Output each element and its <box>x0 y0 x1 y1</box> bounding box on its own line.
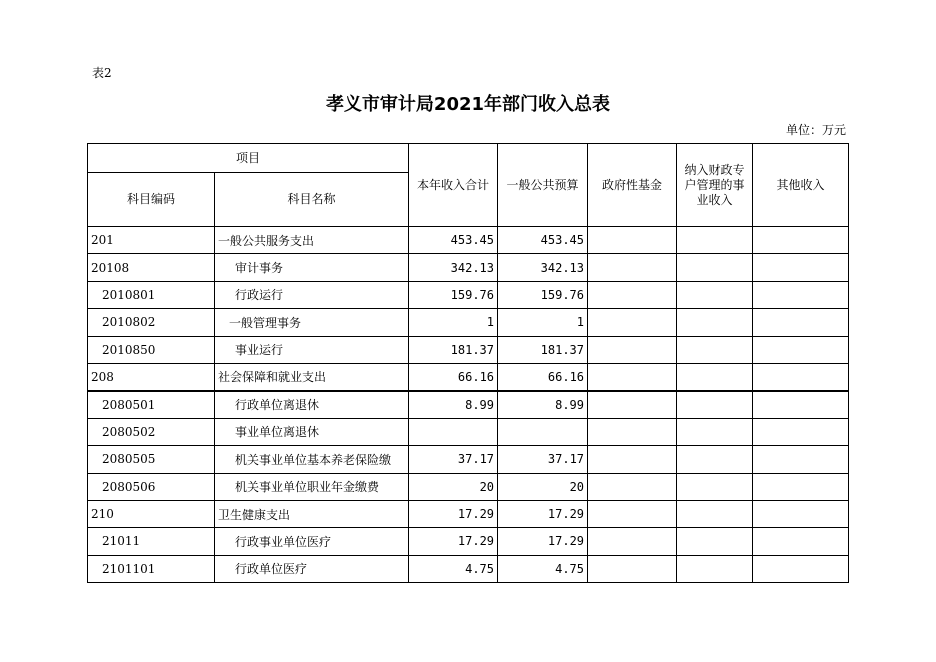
table-row <box>88 528 849 555</box>
row-gov <box>588 227 677 254</box>
row-general: 20 <box>498 473 588 500</box>
table-row <box>88 227 849 254</box>
table-row <box>88 500 849 527</box>
header-item: 项目 <box>88 144 409 173</box>
row-total: 17.29 <box>409 500 498 527</box>
row-total: 453.45 <box>409 227 498 254</box>
header-total: 本年收入合计 <box>409 144 498 227</box>
row-special <box>677 281 753 308</box>
header-special-account: 纳入财政专户管理的事业收入 <box>677 144 753 227</box>
row-code: 2010801 <box>88 281 215 308</box>
row-total: 37.17 <box>409 446 498 473</box>
row-special <box>677 254 753 281</box>
table-row <box>88 254 849 281</box>
row-code: 2080502 <box>88 418 215 445</box>
row-special <box>677 500 753 527</box>
row-general: 17.29 <box>498 500 588 527</box>
row-name: 社会保障和就业支出 <box>215 363 409 390</box>
row-gov <box>588 418 677 445</box>
row-gov <box>588 500 677 527</box>
row-code: 2101101 <box>88 555 215 582</box>
income-table <box>87 143 849 583</box>
table-row <box>88 363 849 390</box>
header-code: 科目编码 <box>88 173 215 227</box>
row-general: 66.16 <box>498 363 588 390</box>
row-special <box>677 528 753 555</box>
row-name: 机关事业单位职业年金缴费 <box>215 473 409 500</box>
row-total: 20 <box>409 473 498 500</box>
row-special <box>677 227 753 254</box>
header-other: 其他收入 <box>753 144 849 227</box>
row-gov <box>588 254 677 281</box>
row-special <box>677 473 753 500</box>
row-name: 一般管理事务 <box>215 309 409 336</box>
row-general <box>498 418 588 445</box>
row-gov <box>588 281 677 308</box>
row-code: 2080501 <box>88 391 215 418</box>
row-total: 66.16 <box>409 363 498 390</box>
row-code: 201 <box>88 227 215 254</box>
row-name: 行政单位医疗 <box>215 555 409 582</box>
row-special <box>677 446 753 473</box>
header-name: 科目名称 <box>215 173 409 227</box>
row-code: 2010850 <box>88 336 215 363</box>
row-name: 审计事务 <box>215 254 409 281</box>
row-name: 行政单位离退休 <box>215 391 409 418</box>
table-row <box>88 446 849 473</box>
row-other <box>753 446 849 473</box>
row-general: 181.37 <box>498 336 588 363</box>
row-code: 21011 <box>88 528 215 555</box>
row-general: 159.76 <box>498 281 588 308</box>
row-code: 2080506 <box>88 473 215 500</box>
row-code: 20108 <box>88 254 215 281</box>
row-name: 事业运行 <box>215 336 409 363</box>
page-title: 孝义市审计局2021年部门收入总表 <box>325 94 611 115</box>
row-general: 453.45 <box>498 227 588 254</box>
row-general: 4.75 <box>498 555 588 582</box>
table-row <box>88 281 849 308</box>
row-gov <box>588 336 677 363</box>
row-name: 机关事业单位基本养老保险缴 <box>215 446 409 473</box>
row-general: 8.99 <box>498 391 588 418</box>
row-gov <box>588 473 677 500</box>
row-general: 342.13 <box>498 254 588 281</box>
row-special <box>677 418 753 445</box>
row-other <box>753 281 849 308</box>
row-name: 行政事业单位医疗 <box>215 528 409 555</box>
row-total: 4.75 <box>409 555 498 582</box>
row-special <box>677 309 753 336</box>
row-special <box>677 391 753 418</box>
row-name: 行政运行 <box>215 281 409 308</box>
row-name: 卫生健康支出 <box>215 500 409 527</box>
row-other <box>753 309 849 336</box>
row-gov <box>588 446 677 473</box>
unit-label: 单位：万元 <box>785 123 846 137</box>
row-code: 2010802 <box>88 309 215 336</box>
row-total: 342.13 <box>409 254 498 281</box>
row-gov <box>588 528 677 555</box>
row-gov <box>588 391 677 418</box>
row-code: 210 <box>88 500 215 527</box>
header-general-budget: 一般公共预算 <box>498 144 588 227</box>
row-other <box>753 473 849 500</box>
row-gov <box>588 555 677 582</box>
row-total: 8.99 <box>409 391 498 418</box>
row-other <box>753 254 849 281</box>
row-general: 17.29 <box>498 528 588 555</box>
row-name: 一般公共服务支出 <box>215 227 409 254</box>
row-total: 181.37 <box>409 336 498 363</box>
row-special <box>677 363 753 390</box>
row-general: 1 <box>498 309 588 336</box>
row-other <box>753 500 849 527</box>
row-total <box>409 418 498 445</box>
table-row <box>88 473 849 500</box>
table-row <box>88 391 849 418</box>
table-row <box>88 418 849 445</box>
row-gov <box>588 363 677 390</box>
row-other <box>753 336 849 363</box>
table-row <box>88 555 849 582</box>
row-other <box>753 391 849 418</box>
row-total: 1 <box>409 309 498 336</box>
row-code: 208 <box>88 363 215 390</box>
header-gov-fund: 政府性基金 <box>588 144 677 227</box>
row-name: 事业单位离退休 <box>215 418 409 445</box>
table-row <box>88 309 849 336</box>
row-other <box>753 363 849 390</box>
row-other <box>753 528 849 555</box>
row-gov <box>588 309 677 336</box>
row-special <box>677 336 753 363</box>
row-total: 17.29 <box>409 528 498 555</box>
table-row <box>88 336 849 363</box>
row-other <box>753 555 849 582</box>
row-total: 159.76 <box>409 281 498 308</box>
row-general: 37.17 <box>498 446 588 473</box>
table-number: 表2 <box>92 66 112 80</box>
row-code: 2080505 <box>88 446 215 473</box>
row-other <box>753 418 849 445</box>
row-special <box>677 555 753 582</box>
row-other <box>753 227 849 254</box>
